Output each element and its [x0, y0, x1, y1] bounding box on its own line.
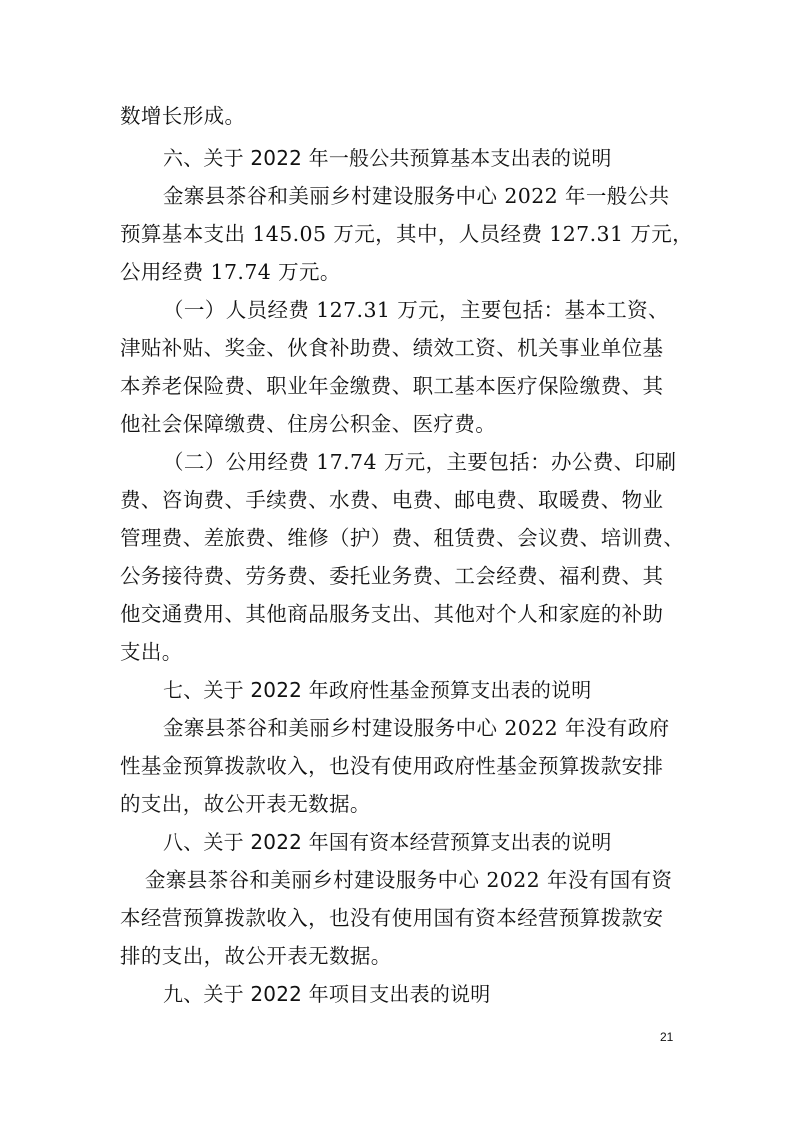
body-text-line: 预算基本支出 145.05 万元，其中，人员经费 127.31 万元，	[120, 222, 694, 246]
section-heading-8: 八、关于 2022 年国有资本经营预算支出表的说明	[163, 830, 612, 854]
body-text-line: 本经营预算拨款收入，也没有使用国有资本经营预算拨款安	[120, 906, 664, 930]
body-text-line: 他社会保障缴费、住房公积金、医疗费。	[120, 412, 497, 436]
body-text-line: 性基金预算拨款收入，也没有使用政府性基金预算拨款安排	[120, 754, 664, 778]
body-text-line: 金寨县茶谷和美丽乡村建设服务中心 2022 年没有政府	[163, 716, 670, 740]
body-text-line: 费、咨询费、手续费、水费、电费、邮电费、取暖费、物业	[120, 488, 664, 512]
page-number: 21	[660, 1030, 674, 1044]
section-heading-6: 六、关于 2022 年一般公共预算基本支出表的说明	[163, 146, 612, 170]
body-text-line: （一）人员经费 127.31 万元，主要包括：基本工资、	[163, 298, 669, 322]
body-text-line: 津贴补贴、奖金、伙食补助费、绩效工资、机关事业单位基	[120, 336, 664, 360]
body-text-line: 支出。	[120, 640, 183, 664]
body-text-line: （二）公用经费 17.74 万元，主要包括：办公费、印刷	[163, 450, 677, 474]
body-text-line: 管理费、差旅费、维修（护）费、租赁费、会议费、培训费、	[120, 526, 685, 550]
body-text-line: 排的支出，故公开表无数据。	[120, 944, 392, 968]
body-text-line: 公务接待费、劳务费、委托业务费、工会经费、福利费、其	[120, 564, 664, 588]
body-text-line: 他交通费用、其他商品服务支出、其他对个人和家庭的补助	[120, 602, 664, 626]
section-heading-9: 九、关于 2022 年项目支出表的说明	[163, 982, 491, 1006]
body-text-line: 金寨县茶谷和美丽乡村建设服务中心 2022 年一般公共	[163, 184, 670, 208]
body-text-line: 公用经费 17.74 万元。	[120, 260, 341, 284]
section-heading-7: 七、关于 2022 年政府性基金预算支出表的说明	[163, 678, 592, 702]
body-text-line: 本养老保险费、职业年金缴费、职工基本医疗保险缴费、其	[120, 374, 664, 398]
body-text-line: 数增长形成。	[120, 104, 246, 128]
body-text-line: 金寨县茶谷和美丽乡村建设服务中心 2022 年没有国有资	[145, 868, 673, 892]
body-text-line: 的支出，故公开表无数据。	[120, 792, 371, 816]
